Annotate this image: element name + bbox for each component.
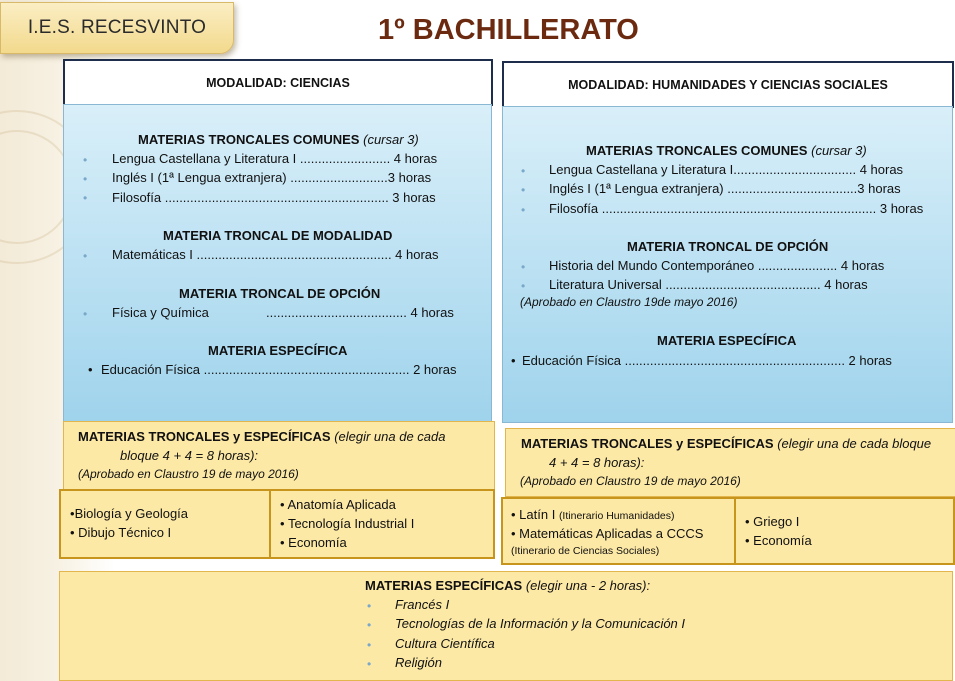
left-bloque2-item: • Anatomía Aplicada xyxy=(280,497,396,512)
bullet-icon: • xyxy=(367,599,372,613)
left-comunes-note: (cursar 3) xyxy=(363,132,419,147)
bottom-item: Francés I xyxy=(395,597,450,612)
right-especifica-title: MATERIA ESPECÍFICA xyxy=(657,333,797,348)
right-bloque2-item: • Griego I xyxy=(745,514,800,529)
right-bloque1-item-note: (Itinerario Humanidades) xyxy=(558,510,675,522)
bullet-icon: • xyxy=(521,164,526,178)
left-opcion-item-name: Física y Química xyxy=(112,305,209,320)
bottom-item: Tecnologías de la Información y la Comunicación I xyxy=(395,616,686,631)
right-bloque2-item-text: Griego I xyxy=(753,514,800,529)
left-bloque1-item: •Biología y Geología xyxy=(70,506,189,521)
bullet-icon: • xyxy=(83,153,88,167)
right-opcion-item: Literatura Universal ........................................... 4 horas xyxy=(549,277,868,292)
bullet-icon: • xyxy=(83,249,88,263)
bullet-icon: • xyxy=(521,203,526,217)
left-comunes-item: Filosofía .............................................................. 3 horas xyxy=(112,190,436,205)
bottom-heading xyxy=(365,578,650,593)
right-bloque1-item: • Matemáticas Aplicadas a CCCS xyxy=(511,526,704,541)
right-modality-header-label: MODALIDAD: HUMANIDADES Y CIENCIAS SOCIALES xyxy=(568,77,888,92)
right-troncales-aprobado: (Aprobado en Claustro 19 de mayo 2016) xyxy=(520,474,741,488)
left-troncales-panel xyxy=(63,421,495,490)
right-troncales-panel xyxy=(505,428,955,497)
left-bloque2-item-text: Economía xyxy=(288,535,347,550)
right-opcion-title: MATERIA TRONCAL DE OPCIÓN xyxy=(627,239,829,254)
bottom-title: MATERIAS ESPECÍFICAS xyxy=(365,578,523,593)
right-bloque2-box xyxy=(734,497,955,565)
right-comunes-note: (cursar 3) xyxy=(811,143,867,158)
right-troncales-title: MATERIAS TRONCALES y ESPECÍFICAS xyxy=(521,436,774,451)
left-bloque2-item-text: Anatomía Aplicada xyxy=(287,497,396,512)
right-bloque2-item: • Economía xyxy=(745,533,812,548)
left-bloque1-item: • Dibujo Técnico I xyxy=(70,525,172,540)
bullet-icon: • xyxy=(521,260,526,274)
left-especifica-item: Educación Física ......................................................... 2 horas xyxy=(101,362,457,377)
bullet-icon: • xyxy=(83,172,88,186)
left-bloque2-item-text: Tecnología Industrial I xyxy=(287,516,415,531)
left-comunes-title-text: MATERIAS TRONCALES COMUNES xyxy=(138,132,360,147)
right-troncales-note1: (elegir una de cada bloque xyxy=(777,436,932,451)
bottom-item: Cultura Científica xyxy=(395,636,495,651)
left-troncales-note2: bloque 4 + 4 = 8 horas): xyxy=(120,448,259,463)
left-modality-header xyxy=(63,59,493,106)
bullet-icon: • xyxy=(367,657,372,671)
left-modality-header-label: MODALIDAD: CIENCIAS xyxy=(206,75,350,90)
bullet-icon: • xyxy=(367,638,372,652)
right-troncales-heading xyxy=(521,436,931,451)
bullet-icon: • xyxy=(511,353,516,368)
left-comunes-item: Inglés I (1ª Lengua extranjera) ...........................3 horas xyxy=(112,170,432,185)
left-bloque2-box xyxy=(269,489,495,559)
bullet-icon: • xyxy=(521,279,526,293)
right-subjects-panel xyxy=(502,106,953,423)
left-modalidad-item: Matemáticas I ...................................................... 4 horas xyxy=(112,247,439,262)
page-title: 1º BACHILLERATO xyxy=(378,14,639,46)
right-bloque1-box xyxy=(501,497,736,565)
bullet-icon: • xyxy=(367,618,372,632)
right-bloque1-item: • Latín I (Itinerario Humanidades) xyxy=(511,507,675,522)
bullet-icon: • xyxy=(88,362,93,377)
left-modalidad-title: MATERIA TRONCAL DE MODALIDAD xyxy=(163,228,393,243)
left-opcion-title: MATERIA TRONCAL DE OPCIÓN xyxy=(179,286,381,301)
right-comunes-title xyxy=(586,143,867,158)
left-bloque1-item-text: Biología y Geología xyxy=(74,506,189,521)
right-modality-header xyxy=(502,61,954,108)
left-troncales-aprobado: (Aprobado en Claustro 19 de mayo 2016) xyxy=(78,467,299,481)
left-opcion-item-hours: ....................................... 4 horas xyxy=(266,305,454,320)
right-opcion-note: (Aprobado en Claustro 19de mayo 2016) xyxy=(520,295,738,309)
right-especifica-item: Educación Física ............................................................. 2 horas xyxy=(522,353,892,368)
left-troncales-note1: (elegir una de cada xyxy=(334,429,446,444)
left-especifica-title: MATERIA ESPECÍFICA xyxy=(208,343,348,358)
left-troncales-heading xyxy=(78,429,446,444)
bottom-note: (elegir una - 2 horas): xyxy=(525,578,651,593)
left-bloque2-item: • Economía xyxy=(280,535,347,550)
right-comunes-item: Filosofía ............................................................................ 3 horas xyxy=(549,201,924,216)
right-bloque1-item-note: (Itinerario de Ciencias Sociales) xyxy=(511,545,660,557)
right-bloque1-item-text: Latín I xyxy=(519,507,556,522)
right-troncales-note2: 4 + 4 = 8 horas): xyxy=(549,455,645,470)
right-opcion-item: Historia del Mundo Contemporáneo ...................... 4 horas xyxy=(549,258,885,273)
left-comunes-item: Lengua Castellana y Literatura I ......................... 4 horas xyxy=(112,151,438,166)
left-bloque2-item: • Tecnología Industrial I xyxy=(280,516,415,531)
bottom-especificas-panel xyxy=(59,571,953,681)
right-bloque2-item-text: Economía xyxy=(753,533,812,548)
right-comunes-item: Lengua Castellana y Literatura I.................................. 4 horas xyxy=(549,162,904,177)
bullet-icon: • xyxy=(521,183,526,197)
left-subjects-panel xyxy=(63,104,492,423)
school-name-badge xyxy=(0,2,234,54)
bullet-icon: • xyxy=(83,191,88,205)
left-comunes-title xyxy=(138,132,419,147)
school-name: I.E.S. RECESVINTO xyxy=(27,17,207,38)
left-troncales-title: MATERIAS TRONCALES y ESPECÍFICAS xyxy=(78,429,331,444)
bullet-icon: • xyxy=(83,307,88,321)
left-bloque1-box xyxy=(59,489,271,559)
right-comunes-title-text: MATERIAS TRONCALES COMUNES xyxy=(586,143,808,158)
left-bloque1-item-text: Dibujo Técnico I xyxy=(78,525,172,540)
bottom-item: Religión xyxy=(395,655,442,670)
right-bloque1-item-text: Matemáticas Aplicadas a CCCS xyxy=(519,526,704,541)
right-comunes-item: Inglés I (1ª Lengua extranjera) ....................................3 horas xyxy=(549,181,901,196)
